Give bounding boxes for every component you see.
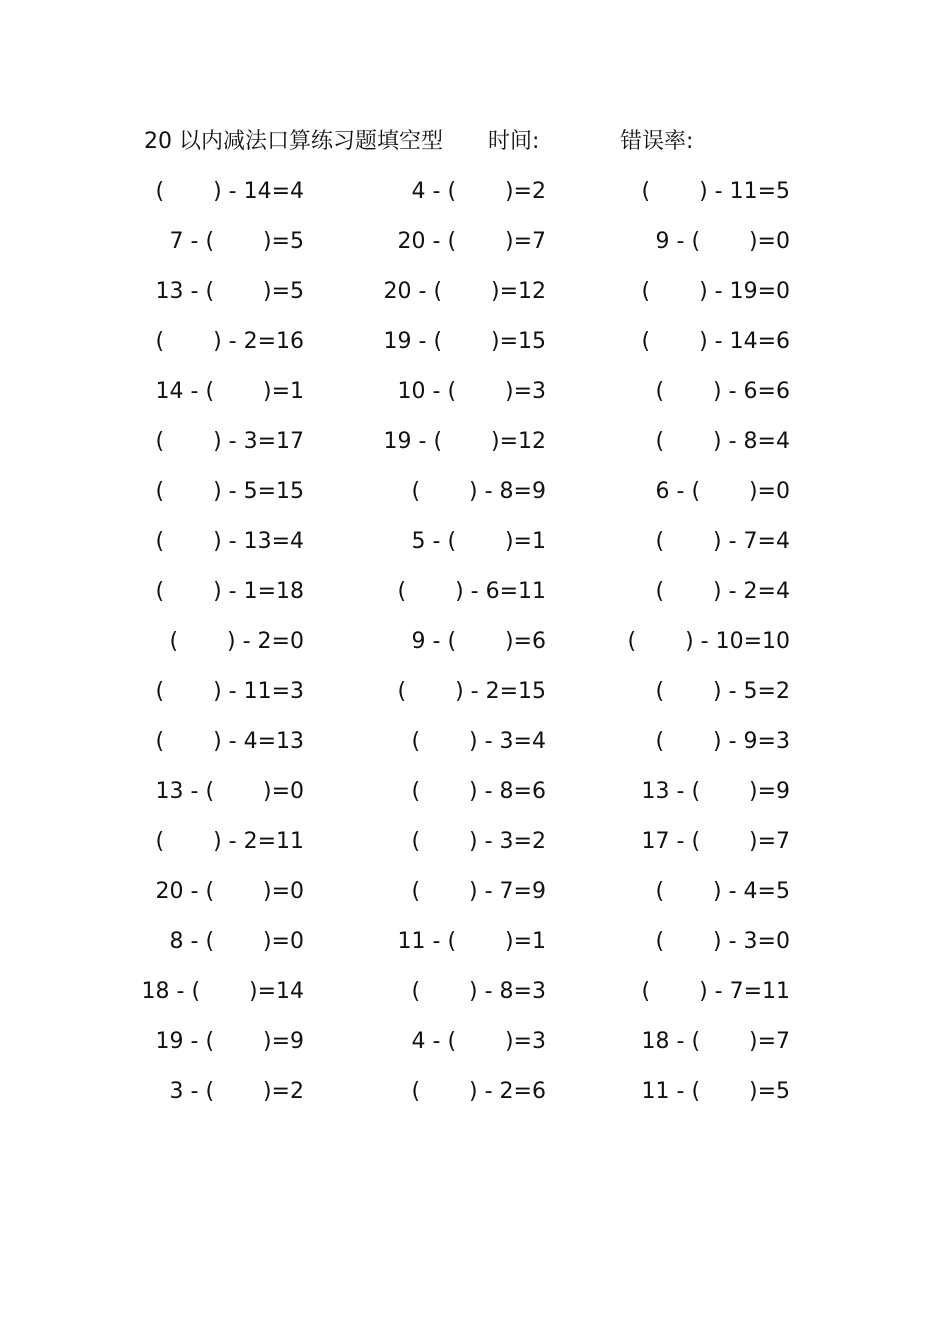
problem-16-3: ( ) - 3=0 bbox=[655, 929, 790, 954]
problem-2-3: 9 - ( )=0 bbox=[655, 229, 790, 254]
problem-row-4 bbox=[0, 322, 950, 362]
problem-12-1: ( ) - 4=13 bbox=[155, 729, 304, 754]
problem-1-2: 4 - ( )=2 bbox=[411, 179, 546, 204]
problem-1-1: ( ) - 14=4 bbox=[155, 179, 304, 204]
problem-14-2: ( ) - 3=2 bbox=[411, 829, 546, 854]
problem-row-17 bbox=[0, 972, 950, 1012]
problem-row-16 bbox=[0, 922, 950, 962]
problem-19-3: 11 - ( )=5 bbox=[641, 1079, 790, 1104]
problem-15-1: 20 - ( )=0 bbox=[155, 879, 304, 904]
problem-row-11 bbox=[0, 672, 950, 712]
worksheet-header bbox=[144, 124, 784, 160]
problem-4-3: ( ) - 14=6 bbox=[641, 329, 790, 354]
problem-5-2: 10 - ( )=3 bbox=[397, 379, 546, 404]
problem-13-1: 13 - ( )=0 bbox=[155, 779, 304, 804]
problem-9-3: ( ) - 2=4 bbox=[655, 579, 790, 604]
problem-6-1: ( ) - 3=17 bbox=[155, 429, 304, 454]
problem-18-1: 19 - ( )=9 bbox=[155, 1029, 304, 1054]
problem-3-1: 13 - ( )=5 bbox=[155, 279, 304, 304]
problem-8-2: 5 - ( )=1 bbox=[411, 529, 546, 554]
problem-11-1: ( ) - 11=3 bbox=[155, 679, 304, 704]
error-rate-label: 错误率: bbox=[620, 129, 694, 154]
problem-row-12 bbox=[0, 722, 950, 762]
problem-6-2: 19 - ( )=12 bbox=[383, 429, 546, 454]
problem-17-2: ( ) - 8=3 bbox=[411, 979, 546, 1004]
problem-3-2: 20 - ( )=12 bbox=[383, 279, 546, 304]
problem-5-1: 14 - ( )=1 bbox=[155, 379, 304, 404]
problem-row-19 bbox=[0, 1072, 950, 1112]
problem-14-1: ( ) - 2=11 bbox=[155, 829, 304, 854]
problem-row-5 bbox=[0, 372, 950, 412]
problem-row-9 bbox=[0, 572, 950, 612]
problem-7-3: 6 - ( )=0 bbox=[655, 479, 790, 504]
problem-row-3 bbox=[0, 272, 950, 312]
problem-row-14 bbox=[0, 822, 950, 862]
problem-13-2: ( ) - 8=6 bbox=[411, 779, 546, 804]
problem-row-13 bbox=[0, 772, 950, 812]
problem-8-1: ( ) - 13=4 bbox=[155, 529, 304, 554]
problem-18-3: 18 - ( )=7 bbox=[641, 1029, 790, 1054]
problem-12-3: ( ) - 9=3 bbox=[655, 729, 790, 754]
worksheet-title: 20 以内减法口算练习题填空型 bbox=[144, 129, 443, 154]
problem-10-2: 9 - ( )=6 bbox=[411, 629, 546, 654]
problem-row-18 bbox=[0, 1022, 950, 1062]
problem-16-1: 8 - ( )=0 bbox=[169, 929, 304, 954]
problem-row-2 bbox=[0, 222, 950, 262]
problem-4-2: 19 - ( )=15 bbox=[383, 329, 546, 354]
problem-row-10 bbox=[0, 622, 950, 662]
problem-12-2: ( ) - 3=4 bbox=[411, 729, 546, 754]
problem-7-2: ( ) - 8=9 bbox=[411, 479, 546, 504]
problem-4-1: ( ) - 2=16 bbox=[155, 329, 304, 354]
problem-9-2: ( ) - 6=11 bbox=[397, 579, 546, 604]
problem-17-3: ( ) - 7=11 bbox=[641, 979, 790, 1004]
problem-row-1 bbox=[0, 172, 950, 212]
problem-11-3: ( ) - 5=2 bbox=[655, 679, 790, 704]
problem-13-3: 13 - ( )=9 bbox=[641, 779, 790, 804]
problem-8-3: ( ) - 7=4 bbox=[655, 529, 790, 554]
problem-15-2: ( ) - 7=9 bbox=[411, 879, 546, 904]
problem-17-1: 18 - ( )=14 bbox=[141, 979, 304, 1004]
problem-10-3: ( ) - 10=10 bbox=[627, 629, 790, 654]
problem-7-1: ( ) - 5=15 bbox=[155, 479, 304, 504]
problem-19-2: ( ) - 2=6 bbox=[411, 1079, 546, 1104]
problem-1-3: ( ) - 11=5 bbox=[641, 179, 790, 204]
problem-11-2: ( ) - 2=15 bbox=[397, 679, 546, 704]
problem-10-1: ( ) - 2=0 bbox=[169, 629, 304, 654]
problem-16-2: 11 - ( )=1 bbox=[397, 929, 546, 954]
problem-3-3: ( ) - 19=0 bbox=[641, 279, 790, 304]
problem-row-6 bbox=[0, 422, 950, 462]
problem-19-1: 3 - ( )=2 bbox=[169, 1079, 304, 1104]
problem-6-3: ( ) - 8=4 bbox=[655, 429, 790, 454]
problem-2-2: 20 - ( )=7 bbox=[397, 229, 546, 254]
problem-2-1: 7 - ( )=5 bbox=[169, 229, 304, 254]
problem-15-3: ( ) - 4=5 bbox=[655, 879, 790, 904]
problem-row-15 bbox=[0, 872, 950, 912]
problem-14-3: 17 - ( )=7 bbox=[641, 829, 790, 854]
time-label: 时间: bbox=[488, 129, 540, 154]
problem-row-8 bbox=[0, 522, 950, 562]
problem-5-3: ( ) - 6=6 bbox=[655, 379, 790, 404]
problem-row-7 bbox=[0, 472, 950, 512]
problem-18-2: 4 - ( )=3 bbox=[411, 1029, 546, 1054]
problem-9-1: ( ) - 1=18 bbox=[155, 579, 304, 604]
